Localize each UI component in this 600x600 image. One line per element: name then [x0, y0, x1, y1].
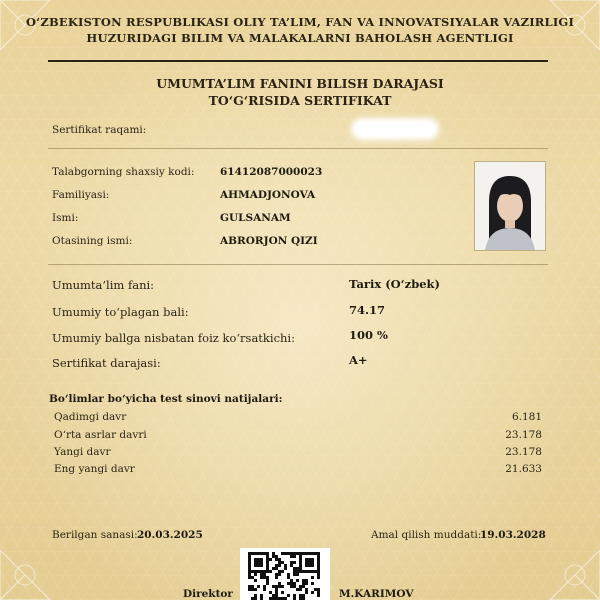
patronymic-value: ABRORJON QIZI: [220, 235, 318, 247]
certificate-number-redacted: [355, 122, 435, 136]
director-name: M.KARIMOV: [339, 588, 414, 600]
total-score-label: Umumiy to‘plagan bali:: [52, 305, 189, 319]
name-value: GULSANAM: [220, 212, 291, 224]
subject-label: Umumta’lim fani:: [52, 278, 155, 292]
qr-code: [240, 548, 330, 600]
qr-code-icon: [240, 548, 330, 600]
section-score: 6.181: [511, 411, 542, 423]
percent-label: Umumiy ballga nisbatan foiz ko‘rsatkichi:: [52, 331, 295, 345]
sections-title: Bo‘limlar bo‘yicha test sinovi natijalari:: [49, 393, 283, 405]
certificate-number-label: Sertifikat raqami:: [52, 124, 147, 136]
section-score: 21.633: [505, 463, 542, 475]
section-name: Qadimgi davr: [54, 411, 127, 423]
name-label: Ismi:: [52, 212, 79, 224]
director-label: Direktor: [183, 588, 233, 600]
patronymic-label: Otasining ismi:: [52, 235, 133, 247]
surname-value: AHMADJONOVA: [220, 189, 316, 201]
section-score: 23.178: [505, 446, 542, 458]
issued-date-label: Berilgan sanasi:: [52, 529, 138, 541]
section-name: O‘rta asrlar davri: [54, 429, 147, 441]
valid-until-value: 19.03.2028: [480, 529, 546, 541]
subject-value: Tarix (O‘zbek): [349, 277, 440, 291]
surname-label: Familiyasi:: [52, 189, 110, 201]
valid-until-label: Amal qilish muddati:: [371, 529, 482, 541]
person-portrait-icon: [475, 162, 545, 250]
section-name: Yangi davr: [54, 446, 111, 458]
header-divider: [48, 60, 548, 62]
issued-date-value: 20.03.2025: [137, 529, 203, 541]
holder-photo: [474, 161, 546, 251]
agency-header-line2: HUZURIDAGI BILIM VA MALAKALARNI BAHOLASH AGENTLIGI: [86, 31, 514, 45]
certificate-title-line1: UMUMTA’LIM FANINI BILISH DARAJASI: [156, 76, 444, 91]
certificate-level-label: Sertifikat darajasi:: [52, 356, 161, 370]
total-score-value: 74.17: [349, 303, 386, 317]
agency-header-line1: O‘ZBEKISTON RESPUBLIKASI OLIY TA’LIM, FAN VA INNOVATSIYALAR VAZIRLIGI: [25, 15, 575, 29]
certificate-level-value: A+: [349, 353, 368, 367]
section-score: 23.178: [505, 429, 542, 441]
certificate-title-line2: TO‘G‘RISIDA SERTIFIKAT: [208, 93, 392, 108]
percent-value: 100 %: [349, 328, 388, 342]
personal-id-value: 61412087000023: [220, 166, 323, 178]
section-name: Eng yangi davr: [54, 463, 135, 475]
divider: [48, 264, 548, 265]
divider: [48, 148, 548, 149]
personal-id-label: Talabgorning shaxsiy kodi:: [52, 166, 195, 178]
